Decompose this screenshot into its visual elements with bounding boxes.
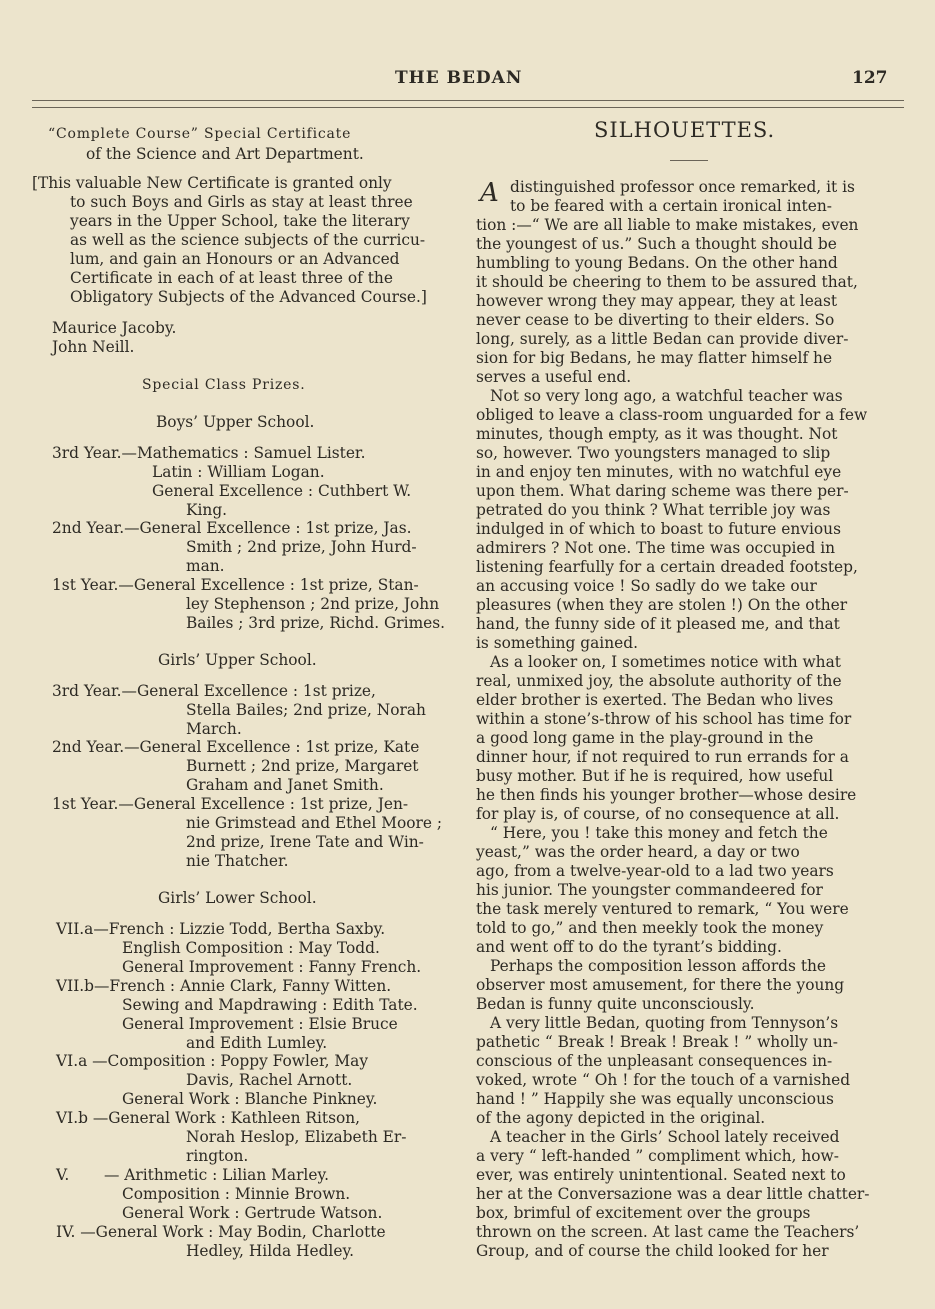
article-line: so, however. Two youngsters managed to slip — [476, 444, 831, 462]
article-line: minutes, though empty, as it was thought. Not — [476, 425, 838, 443]
prize-list-line: of the Science and Art Department. — [86, 145, 364, 163]
prize-list-line: Maurice Jacoby. — [52, 319, 177, 337]
prize-list-line: 2nd prize, Irene Tate and Win- — [186, 833, 424, 851]
article-line: hand ! ” Happily she was equally unconscious — [476, 1090, 834, 1108]
article-line: is something gained. — [476, 634, 638, 652]
article-line: for play is, of course, of no consequence at all. — [476, 805, 840, 823]
article-line: As a looker on, I sometimes notice with what — [490, 653, 841, 671]
prize-list-line: Composition : Minnie Brown. — [122, 1185, 351, 1203]
prize-list-line: rington. — [186, 1147, 249, 1165]
article-line: “ Here, you ! take this money and fetch the — [490, 824, 828, 842]
article-line: her at the Conversazione was a dear little chatter- — [476, 1185, 870, 1203]
prize-list-line: ley Stephenson ; 2nd prize, John — [186, 595, 440, 613]
article-line: listening fearfully for a certain dreaded footstep, — [476, 558, 858, 576]
article-line: it should be cheering to them to be assured that, — [476, 273, 858, 291]
prize-list-line: General Work : Gertrude Watson. — [122, 1204, 383, 1222]
prize-list-line: General Improvement : Elsie Bruce — [122, 1015, 398, 1033]
prize-list-line: Stella Bailes; 2nd prize, Norah — [186, 701, 426, 719]
prize-list-line: lum, and gain an Honours or an Advanced — [70, 250, 400, 268]
prize-list-line: VI.b —General Work : Kathleen Ritson, — [56, 1109, 361, 1127]
prize-list-line: 3rd Year.—Mathematics : Samuel Lister. — [52, 444, 366, 462]
article-line: sion for big Bedans, he may flatter himself he — [476, 349, 833, 367]
article-line: obliged to leave a class-room unguarded for a few — [476, 406, 868, 424]
prize-list-line: years in the Upper School, take the literary — [70, 212, 410, 230]
article-line: thrown on the screen. At last came the Teachers’ — [476, 1223, 860, 1241]
prize-list-line: nie Thatcher. — [186, 852, 289, 870]
article-line: he then finds his younger brother—whose desire — [476, 786, 857, 804]
article-line: serves a useful end. — [476, 368, 632, 386]
prize-list-line: Graham and Janet Smith. — [186, 776, 384, 794]
article-line: tion :—“ We are all liable to make mistakes, even — [476, 216, 859, 234]
prize-list-line: VI.a —Composition : Poppy Fowler, May — [56, 1052, 369, 1070]
article-line: dinner hour, if not required to run errands for a — [476, 748, 849, 766]
article-line: of the agony depicted in the original. — [476, 1109, 766, 1127]
article-line: distinguished professor once remarked, it is — [510, 178, 855, 196]
article-line: pleasures (when they are stolen !) On the other — [476, 596, 848, 614]
prize-list-line: March. — [186, 720, 242, 738]
prize-list-line: 2nd Year.—General Excellence : 1st prize, Jas. — [52, 519, 412, 537]
prize-list-line: Bailes ; 3rd prize, Richd. Grimes. — [186, 614, 446, 632]
prize-list-line: Davis, Rachel Arnott. — [186, 1071, 353, 1089]
prize-list-line: VII.a—French : Lizzie Todd, Bertha Saxby. — [56, 920, 386, 938]
article-line: petrated do you think ? What terrible joy was — [476, 501, 831, 519]
article-line: a good long game in the play-ground in the — [476, 729, 814, 747]
article-line: conscious of the unpleasant consequences in- — [476, 1052, 833, 1070]
prize-list-line: Smith ; 2nd prize, John Hurd- — [186, 538, 417, 556]
article-line: yeast,” was the order heard, a day or two — [476, 843, 800, 861]
prize-list-line: 3rd Year.—General Excellence : 1st prize, — [52, 682, 376, 700]
prize-list-line: Girls’ Lower School. — [158, 889, 317, 907]
article-line: elder brother is exerted. The Bedan who lives — [476, 691, 834, 709]
article-line: ago, from a twelve-year-old to a lad two years — [476, 862, 834, 880]
article-line: ever, was entirely unintentional. Seated next to — [476, 1166, 846, 1184]
prize-list-line: Boys’ Upper School. — [156, 413, 315, 431]
prize-list-line: man. — [186, 557, 225, 575]
prize-list-line: Burnett ; 2nd prize, Margaret — [186, 757, 419, 775]
article-line: to be feared with a certain ironical inten- — [510, 197, 832, 215]
prize-list-line: V. — [56, 1166, 70, 1184]
article-line: never cease to be diverting to their elders. So — [476, 311, 835, 329]
article-line: humbling to young Bedans. On the other hand — [476, 254, 838, 272]
prize-list-line: Sewing and Mapdrawing : Edith Tate. — [122, 996, 418, 1014]
article-line: Bedan is funny quite unconsciously. — [476, 995, 755, 1013]
article-line: Group, and of course the child looked for her — [476, 1242, 829, 1260]
article-line: within a stone’s-throw of his school has time for — [476, 710, 852, 728]
prize-list-line: Hedley, Hilda Hedley. — [186, 1242, 354, 1260]
prize-list-line: Girls’ Upper School. — [158, 651, 317, 669]
article-line: busy mother. But if he is required, how useful — [476, 767, 834, 785]
article-line: however wrong they may appear, they at least — [476, 292, 838, 310]
prize-list-line: General Improvement : Fanny French. — [122, 958, 422, 976]
header-rule-top — [32, 100, 904, 101]
article-line: his junior. The youngster commandeered for — [476, 881, 823, 899]
article-line: upon them. What daring scheme was there per- — [476, 482, 849, 500]
prize-list-line: 1st Year.—General Excellence : 1st prize, Stan- — [52, 576, 419, 594]
article-line: told to go,” and then meekly took the money — [476, 919, 824, 937]
article-line: in and enjoy ten minutes, with no watchful eye — [476, 463, 842, 481]
article-line: Perhaps the composition lesson affords the — [490, 957, 827, 975]
article-line: long, surely, as a little Bedan can provide diver- — [476, 330, 849, 348]
article-line: the task merely ventured to remark, “ You were — [476, 900, 849, 918]
prize-list-line: — Arithmetic : Lilian Marley. — [104, 1166, 330, 1184]
article-line: pathetic “ Break ! Break ! Break ! ” wholly un- — [476, 1033, 838, 1051]
prize-list-line: John Neill. — [52, 338, 135, 356]
prize-list-line: [This valuable New Certificate is granted only — [32, 174, 392, 192]
title-divider — [670, 160, 708, 161]
prize-list-line: Obligatory Subjects of the Advanced Course.] — [70, 288, 427, 306]
prize-list-line: to such Boys and Girls as stay at least three — [70, 193, 413, 211]
prize-list-line: English Composition : May Todd. — [122, 939, 380, 957]
article-line: box, brimful of excitement over the groups — [476, 1204, 811, 1222]
prize-list-line: Norah Heslop, Elizabeth Er- — [186, 1128, 407, 1146]
article-line: observer most amusement, for there the young — [476, 976, 845, 994]
article-line: voked, wrote “ Oh ! for the touch of a varnished — [476, 1071, 851, 1089]
running-header-title: THE BEDAN — [395, 68, 523, 88]
prize-list-line: IV. —General Work : May Bodin, Charlotte — [56, 1223, 386, 1241]
prize-list-line: and Edith Lumley. — [186, 1034, 328, 1052]
prize-list-line: Latin : William Logan. — [152, 463, 325, 481]
article-line: A very little Bedan, quoting from Tennyson’s — [490, 1014, 839, 1032]
prize-list-line: Certificate in each of at least three of the — [70, 269, 393, 287]
article-line: hand, the funny side of it pleased me, and that — [476, 615, 840, 633]
prize-list-line: 2nd Year.—General Excellence : 1st prize, Kate — [52, 738, 420, 756]
prize-list-line: VII.b—French : Annie Clark, Fanny Witten. — [56, 977, 392, 995]
prize-list-line: King. — [186, 501, 228, 519]
article-line: A teacher in the Girls’ School lately received — [490, 1128, 840, 1146]
article-line: admirers ? Not one. The time was occupied in — [476, 539, 836, 557]
prize-list-line: 1st Year.—General Excellence : 1st prize, Jen- — [52, 795, 409, 813]
drop-cap: A — [480, 178, 499, 208]
header-rule-bottom — [32, 107, 904, 108]
article-title: SILHOUETTES. — [594, 118, 776, 142]
article-line: real, unmixed joy, the absolute authority of the — [476, 672, 842, 690]
article-line: indulged in of which to boast to future envious — [476, 520, 841, 538]
article-line: Not so very long ago, a watchful teacher was — [490, 387, 843, 405]
prize-list-line: nie Grimstead and Ethel Moore ; — [186, 814, 443, 832]
article-line: a very “ left-handed ” compliment which, how- — [476, 1147, 839, 1165]
prize-list-line: as well as the science subjects of the curricu- — [70, 231, 426, 249]
article-line: an accusing voice ! So sadly do we take our — [476, 577, 817, 595]
prize-list-line: General Work : Blanche Pinkney. — [122, 1090, 378, 1108]
prize-list-line: Special Class Prizes. — [142, 377, 306, 393]
prize-list-line: “Complete Course” Special Certificate — [48, 126, 352, 142]
page-number: 127 — [852, 68, 888, 88]
prize-list-line: General Excellence : Cuthbert W. — [152, 482, 412, 500]
article-line: and went off to do the tyrant’s bidding. — [476, 938, 782, 956]
article-line: the youngest of us.” Such a thought should be — [476, 235, 837, 253]
